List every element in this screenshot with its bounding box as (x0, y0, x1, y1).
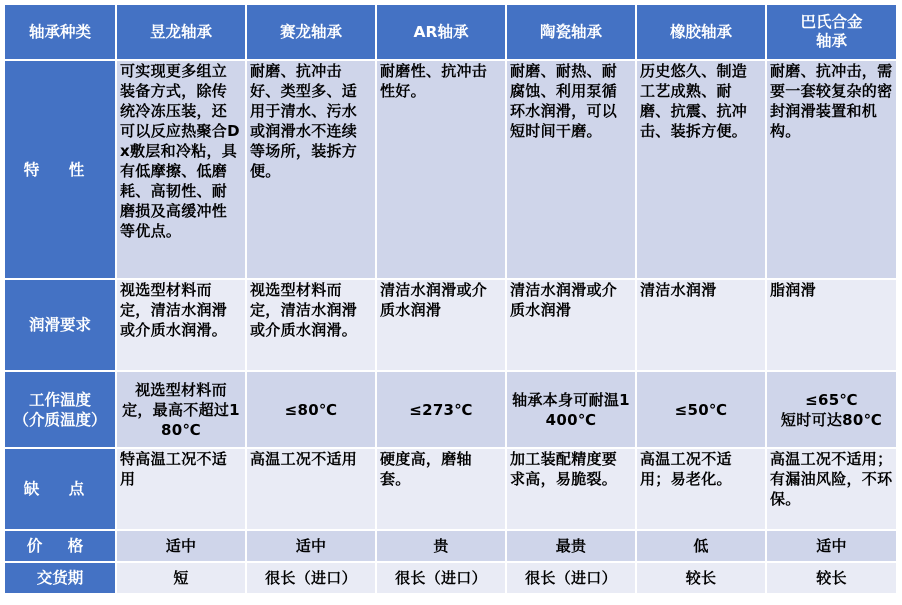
cell-delivery-rubber: 较长 (636, 562, 766, 594)
cell-delivery-ar: 很长（进口） (376, 562, 506, 594)
row-label-delivery: 交货期 (4, 562, 116, 594)
row-delivery (4, 562, 897, 594)
cell-delivery-thordon: 很长（进口） (246, 562, 376, 594)
row-price (4, 530, 897, 562)
cell-characteristics-ceramic: 耐磨、耐热、耐腐蚀、利用泵循环水润滑，可以短时间干磨。 (506, 60, 636, 279)
header-yulong: 昱龙轴承 (116, 4, 246, 60)
cell-temperature-ar: ≤273℃ (376, 371, 506, 448)
row-label-disadvantages: 缺 点 (4, 448, 116, 530)
cell-characteristics-yulong: 可实现更多组立装备方式，除传统冷冻压装，还可以反应热聚合Dx敷层和冷粘，具有低摩擦、低磨耗、高韧性、耐磨损及高缓冲性等优点。 (116, 60, 246, 279)
cell-temperature-thordon: ≤80℃ (246, 371, 376, 448)
cell-price-rubber: 低 (636, 530, 766, 562)
cell-price-yulong: 适中 (116, 530, 246, 562)
header-ceramic: 陶瓷轴承 (506, 4, 636, 60)
cell-lubrication-ceramic: 清洁水润滑或介质水润滑 (506, 279, 636, 371)
header-ar: AR轴承 (376, 4, 506, 60)
cell-disadvantages-rubber: 高温工况不适用；易老化。 (636, 448, 766, 530)
cell-lubrication-babbitt: 脂润滑 (766, 279, 897, 371)
cell-characteristics-rubber: 历史悠久、制造工艺成熟、耐磨、抗震、抗冲击、装拆方便。 (636, 60, 766, 279)
cell-disadvantages-ceramic: 加工装配精度要求高，易脆裂。 (506, 448, 636, 530)
cell-lubrication-rubber: 清洁水润滑 (636, 279, 766, 371)
cell-price-ceramic: 最贵 (506, 530, 636, 562)
row-label-characteristics: 特 性 (4, 60, 116, 279)
cell-delivery-babbitt: 较长 (766, 562, 897, 594)
header-babbitt: 巴氏合金 轴承 (766, 4, 897, 60)
cell-price-thordon: 适中 (246, 530, 376, 562)
cell-lubrication-yulong: 视选型材料而定，清洁水润滑或介质水润滑。 (116, 279, 246, 371)
row-label-working-temperature: 工作温度 （介质温度） (4, 371, 116, 448)
cell-temperature-ceramic: 轴承本身可耐温1400℃ (506, 371, 636, 448)
bearing-comparison-table (3, 3, 898, 595)
cell-disadvantages-ar: 硬度高，磨轴套。 (376, 448, 506, 530)
header-bearing-type: 轴承种类 (4, 4, 116, 60)
row-label-lubrication: 润滑要求 (4, 279, 116, 371)
cell-temperature-babbitt: ≤65℃ 短时可达80℃ (766, 371, 897, 448)
cell-disadvantages-babbitt: 高温工况不适用；有漏油风险，不环保。 (766, 448, 897, 530)
cell-characteristics-ar: 耐磨性、抗冲击性好。 (376, 60, 506, 279)
cell-lubrication-thordon: 视选型材料而定，清洁水润滑或介质水润滑。 (246, 279, 376, 371)
cell-lubrication-ar: 清洁水润滑或介质水润滑 (376, 279, 506, 371)
header-row (4, 4, 897, 60)
cell-price-babbitt: 适中 (766, 530, 897, 562)
row-disadvantages (4, 448, 897, 530)
cell-characteristics-babbitt: 耐磨、抗冲击，需要一套较复杂的密封润滑装置和机构。 (766, 60, 897, 279)
header-thordon: 赛龙轴承 (246, 4, 376, 60)
row-working-temperature (4, 371, 897, 448)
cell-delivery-ceramic: 很长（进口） (506, 562, 636, 594)
cell-characteristics-thordon: 耐磨、抗冲击好、类型多、适用于清水、污水或润滑水不连续等场所，装拆方便。 (246, 60, 376, 279)
row-lubrication (4, 279, 897, 371)
header-rubber: 橡胶轴承 (636, 4, 766, 60)
cell-temperature-yulong: 视选型材料而定，最高不超过180℃ (116, 371, 246, 448)
cell-price-ar: 贵 (376, 530, 506, 562)
cell-delivery-yulong: 短 (116, 562, 246, 594)
row-characteristics (4, 60, 897, 279)
cell-disadvantages-thordon: 高温工况不适用 (246, 448, 376, 530)
cell-disadvantages-yulong: 特高温工况不适用 (116, 448, 246, 530)
cell-temperature-rubber: ≤50℃ (636, 371, 766, 448)
row-label-price: 价 格 (4, 530, 116, 562)
